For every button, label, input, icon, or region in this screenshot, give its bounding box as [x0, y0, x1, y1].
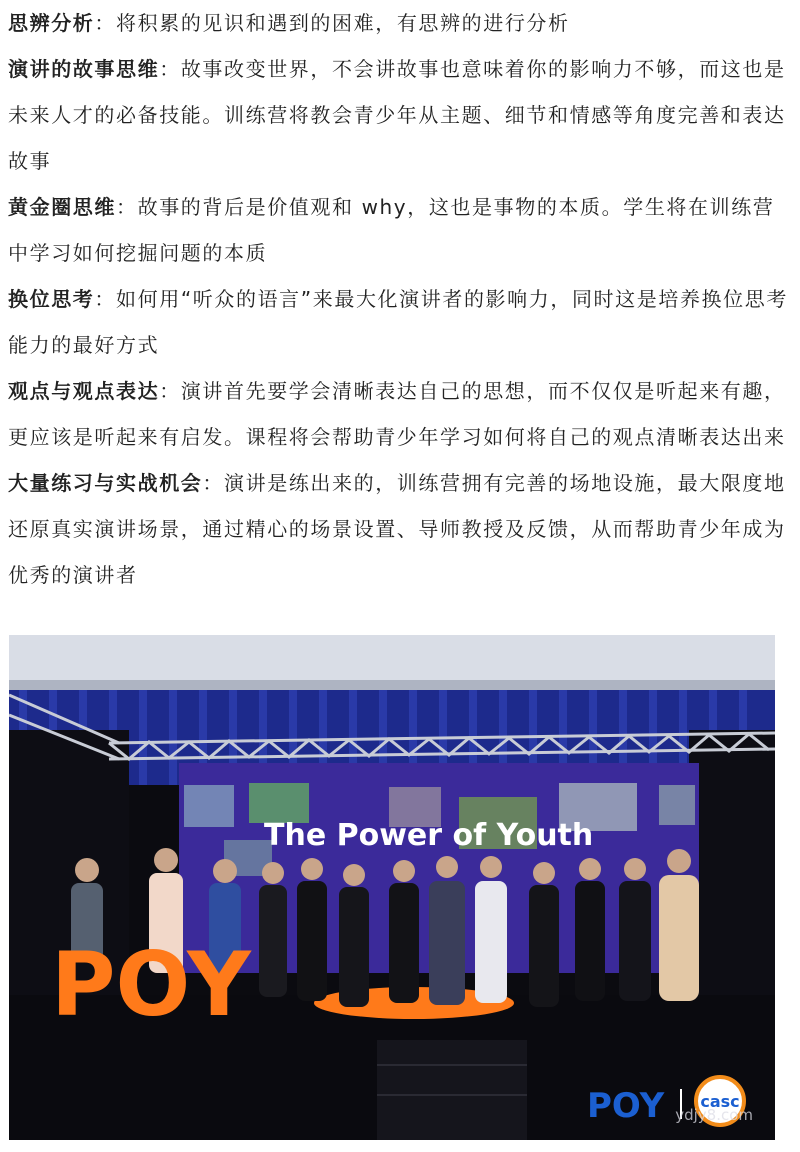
- paragraph-label: 大量练习与实战机会: [8, 471, 203, 495]
- paragraph-body: 如何用“听众的语言”来最大化演讲者的影响力，同时这是培养换位思考能力的最好方式: [8, 287, 788, 357]
- paragraph-label: 思辨分析: [8, 11, 95, 35]
- paragraph-body: 故事改变世界，不会讲故事也意味着你的影响力不够，而这也是未来人才的必备技能。训练营将教会青少年从主题、细节和情感等角度完善和表达故事: [8, 57, 786, 173]
- banner-text: The Power of Youth: [264, 818, 594, 853]
- watermark: ydjy8.com: [675, 1106, 753, 1124]
- paragraph-empathy: [8, 276, 788, 368]
- corner-badge: casc: [700, 1092, 740, 1111]
- paragraph-separator: ：: [94, 287, 117, 311]
- paragraph-body: 将积累的见识和遇到的困难，有思辨的进行分析: [116, 11, 570, 35]
- paragraph-label: 观点与观点表达: [8, 379, 160, 403]
- paragraph-separator: ：: [159, 57, 181, 81]
- paragraph-viewpoint: [8, 368, 788, 460]
- paragraph-body: 演讲首先要学会清晰表达自己的思想，而不仅仅是听起来有趣，更应该是听起来有启发。课程将会帮助青少年学习如何将自己的观点清晰表达出来: [8, 379, 786, 449]
- paragraph-separator: ：: [159, 379, 181, 403]
- corner-logo: POY: [587, 1086, 665, 1126]
- paragraph-label: 黄金圈思维: [8, 195, 116, 219]
- paragraph-critical-thinking: [8, 0, 788, 46]
- paragraph-story-thinking: [8, 46, 788, 184]
- paragraph-body: 演讲是练出来的，训练营拥有完善的场地设施，最大限度地还原真实演讲场景，通过精心的场景设置、导师教授及反馈，从而帮助青少年成为优秀的演讲者: [8, 471, 786, 587]
- paragraph-label: 换位思考: [8, 287, 95, 311]
- paragraph-label: 演讲的故事思维: [8, 57, 160, 81]
- paragraph-separator: ：: [94, 11, 117, 35]
- paragraph-separator: ：: [116, 195, 138, 219]
- stage-letters: POY: [51, 933, 251, 1036]
- paragraph-separator: ：: [202, 471, 225, 495]
- paragraph-body: 故事的背后是价值观和 why，这也是事物的本质。学生将在训练营中学习如何挖掘问题的本质: [8, 195, 775, 265]
- article-text: [8, 0, 788, 598]
- stage-group-photo: [9, 635, 775, 1140]
- paragraph-golden-circle: [8, 184, 788, 276]
- paragraph-practice: [8, 460, 788, 598]
